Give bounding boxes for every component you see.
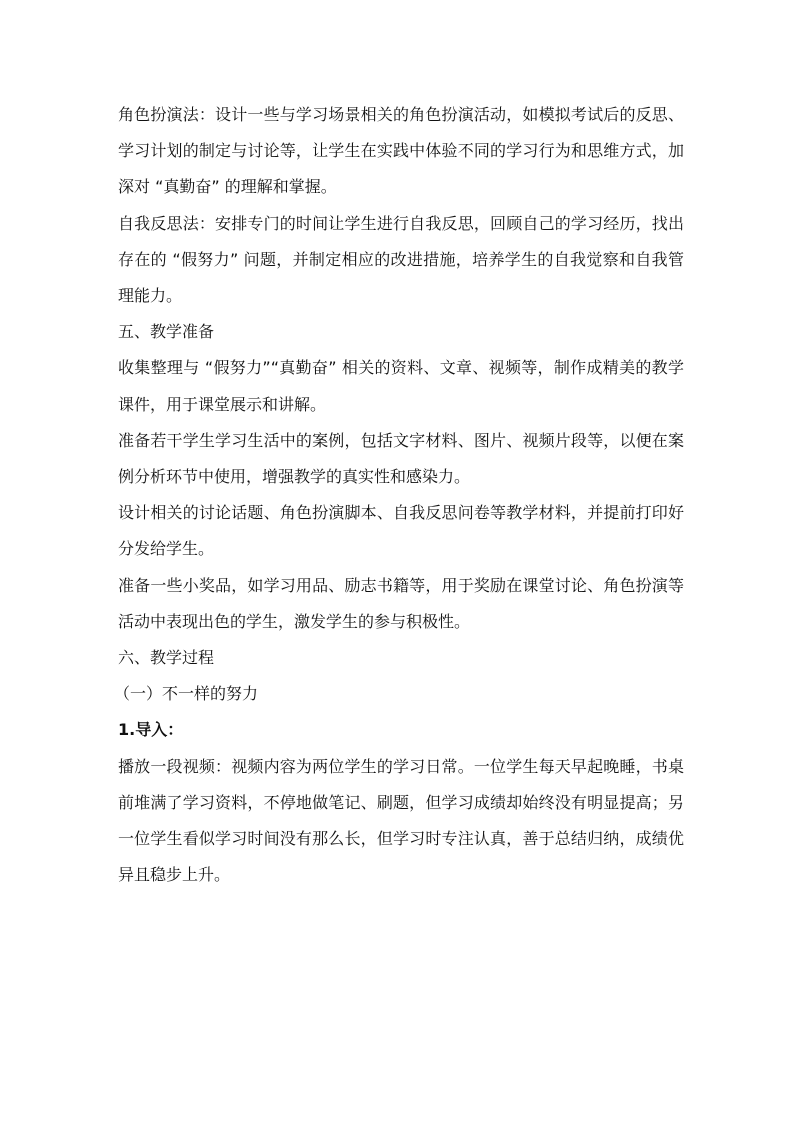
heading-teaching-preparation: 五、教学准备 [118, 322, 215, 342]
paragraph-prep-cases: 准备若干学生学习生活中的案例，包括文字材料、图片、视频片段等，以便在案例分析环节中使用，增强教学的真实性和感染力。 [118, 430, 684, 487]
paragraph-self-reflection-method: 自我反思法：安排专门的时间让学生进行自我反思，回顾自己的学习经历，找出存在的 “假努力” 问题，并制定相应的改进措施，培养学生的自我觉察和自我管理能力。 [118, 213, 684, 306]
paragraph-play-video: 播放一段视频：视频内容为两位学生的学习日常。一位学生每天早起晚睡，书桌前堆满了学习资料，不停地做笔记、刷题，但学习成绩却始终没有明显提高；另一位学生看似学习时间没有那么长，但学习时专注认真，善于总结归纳，成绩优异且稳步上升。 [118, 756, 684, 885]
subheading-different-effort: （一）不一样的努力 [114, 684, 259, 704]
step-introduction: 1.导入： [118, 720, 184, 740]
heading-teaching-process: 六、教学过程 [118, 648, 215, 668]
paragraph-prep-prizes: 准备一些小奖品，如学习用品、励志书籍等，用于奖励在课堂讨论、角色扮演等活动中表现出色的学生，激发学生的参与积极性。 [118, 575, 684, 631]
document-body [114, 97, 684, 893]
paragraph-prep-discussion-topics: 设计相关的讨论话题、角色扮演脚本、自我反思问卷等教学材料，并提前打印好分发给学生。 [118, 503, 684, 559]
paragraph-role-play-method: 角色扮演法：设计一些与学习场景相关的角色扮演活动，如模拟考试后的反思、学习计划的制定与讨论等，让学生在实践中体验不同的学习行为和思维方式，加深对 “真勤奋” 的理解和掌握。 [118, 105, 684, 197]
paragraph-prep-materials: 收集整理与 “假努力”“真勤奋” 相关的资料、文章、视频等，制作成精美的教学课件，用于课堂展示和讲解。 [118, 358, 684, 414]
